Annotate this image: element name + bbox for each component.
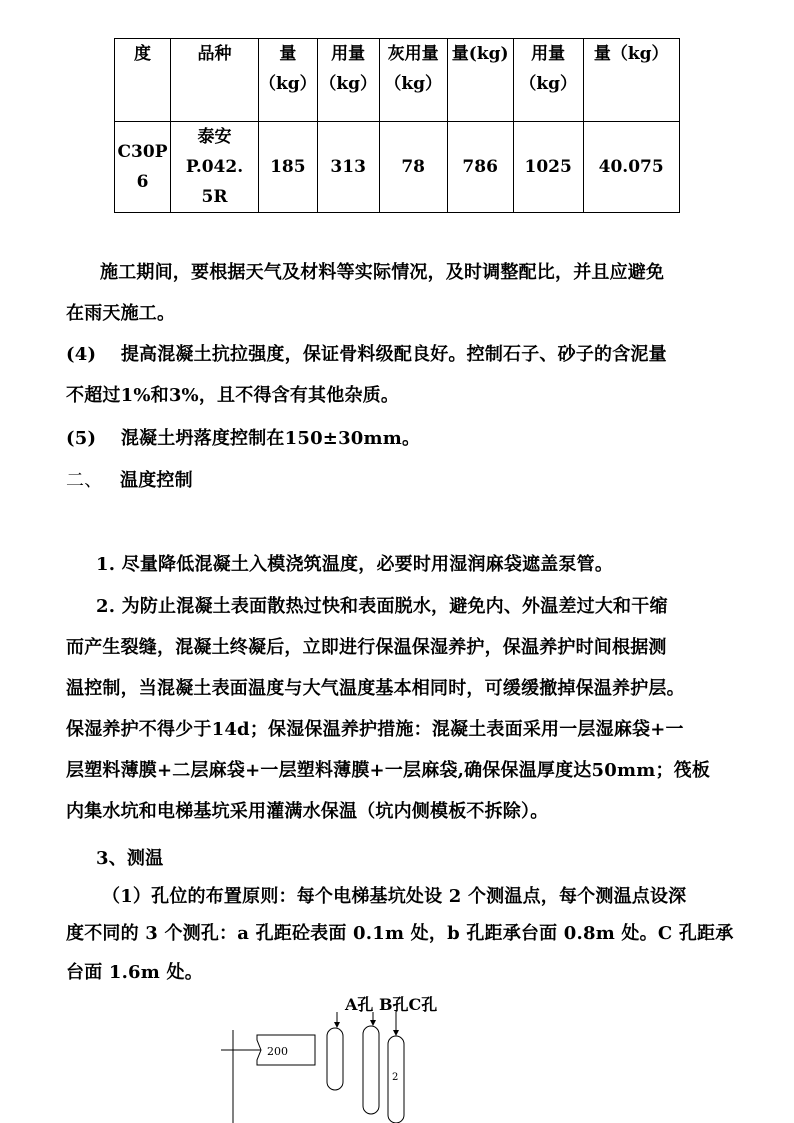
header-cell: 用量 （kg） bbox=[317, 39, 379, 122]
section-title: 温度控制 bbox=[120, 470, 193, 491]
table-cell: 40.075 bbox=[583, 122, 679, 213]
table-cell: 313 bbox=[317, 122, 379, 213]
paragraph-line: (4) 提高混凝土抗拉强度，保证骨料级配良好。控制石子、砂子的含泥量 bbox=[66, 344, 667, 365]
hole-b bbox=[363, 1026, 379, 1114]
hole-c-label: 2 bbox=[392, 1072, 399, 1083]
table-cell: 泰安 P.042. 5R bbox=[171, 122, 259, 213]
table-cell: 78 bbox=[379, 122, 447, 213]
paragraph-line: 不超过1%和3%，且不得含有其他杂质。 bbox=[66, 385, 400, 406]
table-header-row bbox=[115, 39, 680, 122]
table-cell: 786 bbox=[447, 122, 513, 213]
header-cell: 量 （kg） bbox=[259, 39, 318, 122]
table-cell: C30P 6 bbox=[115, 122, 171, 213]
section-heading bbox=[66, 466, 193, 492]
paragraph-line: 保湿养护不得少于14d；保湿保温养护措施：混凝土表面采用一层湿麻袋+一 bbox=[66, 719, 684, 740]
list-item: 1. 尽量降低混凝土入模浇筑温度，必要时用湿润麻袋遮盖泵管。 bbox=[96, 554, 614, 575]
temperature-hole-diagram bbox=[215, 990, 515, 1123]
hole-a bbox=[327, 1028, 343, 1090]
header-cell: 灰用量 （kg） bbox=[379, 39, 447, 122]
header-cell: 用量 （kg） bbox=[513, 39, 583, 122]
paragraph-line: （1）孔位的布置原则：每个电梯基坑处设 2 个测温点，每个测温点设深 bbox=[102, 886, 687, 907]
section-number: 二、 bbox=[66, 470, 103, 491]
arrow-b-head bbox=[370, 1020, 376, 1026]
paragraph-line: 在雨天施工。 bbox=[66, 303, 176, 324]
callout-label: 200 bbox=[267, 1045, 288, 1058]
paragraph-line: 层塑料薄膜+二层麻袋+一层塑料薄膜+一层麻袋,确保保温厚度达50mm；筏板 bbox=[66, 760, 711, 781]
paragraph-line: 台面 1.6m 处。 bbox=[66, 962, 203, 983]
paragraph-line: 度不同的 3 个测孔：a 孔距砼表面 0.1m 处，b 孔距承台面 0.8m 处。C 孔距承 bbox=[66, 923, 734, 944]
arrow-a-head bbox=[334, 1022, 340, 1028]
paragraph-line: 温控制，当混凝土表面温度与大气温度基本相同时，可缓缓撤掉保温养护层。 bbox=[66, 678, 685, 699]
table-row bbox=[115, 122, 680, 213]
mix-ratio-table bbox=[114, 38, 680, 213]
list-item: 2. 为防止混凝土表面散热过快和表面脱水，避免内、外温差过大和干缩 bbox=[96, 596, 668, 617]
header-cell: 量(kg) bbox=[447, 39, 513, 122]
arrow-c-head bbox=[393, 1030, 399, 1036]
header-cell: 量（kg） bbox=[583, 39, 679, 122]
hole-labels: A孔 B孔C孔 bbox=[345, 995, 438, 1014]
table-cell: 1025 bbox=[513, 122, 583, 213]
table-cell: 185 bbox=[259, 122, 318, 213]
header-cell: 度 bbox=[115, 39, 171, 122]
paragraph-line: 而产生裂缝，混凝土终凝后，立即进行保温保湿养护，保温养护时间根据测 bbox=[66, 637, 667, 658]
paragraph-line: 施工期间，要根据天气及材料等实际情况，及时调整配比，并且应避免 bbox=[100, 262, 665, 283]
header-cell: 品种 bbox=[171, 39, 259, 122]
paragraph-line: 内集水坑和电梯基坑采用灌满水保温（坑内侧模板不拆除）。 bbox=[66, 801, 549, 822]
subsection-heading: 3、测温 bbox=[96, 848, 164, 869]
paragraph-line: (5) 混凝土坍落度控制在150±30mm。 bbox=[66, 428, 421, 449]
